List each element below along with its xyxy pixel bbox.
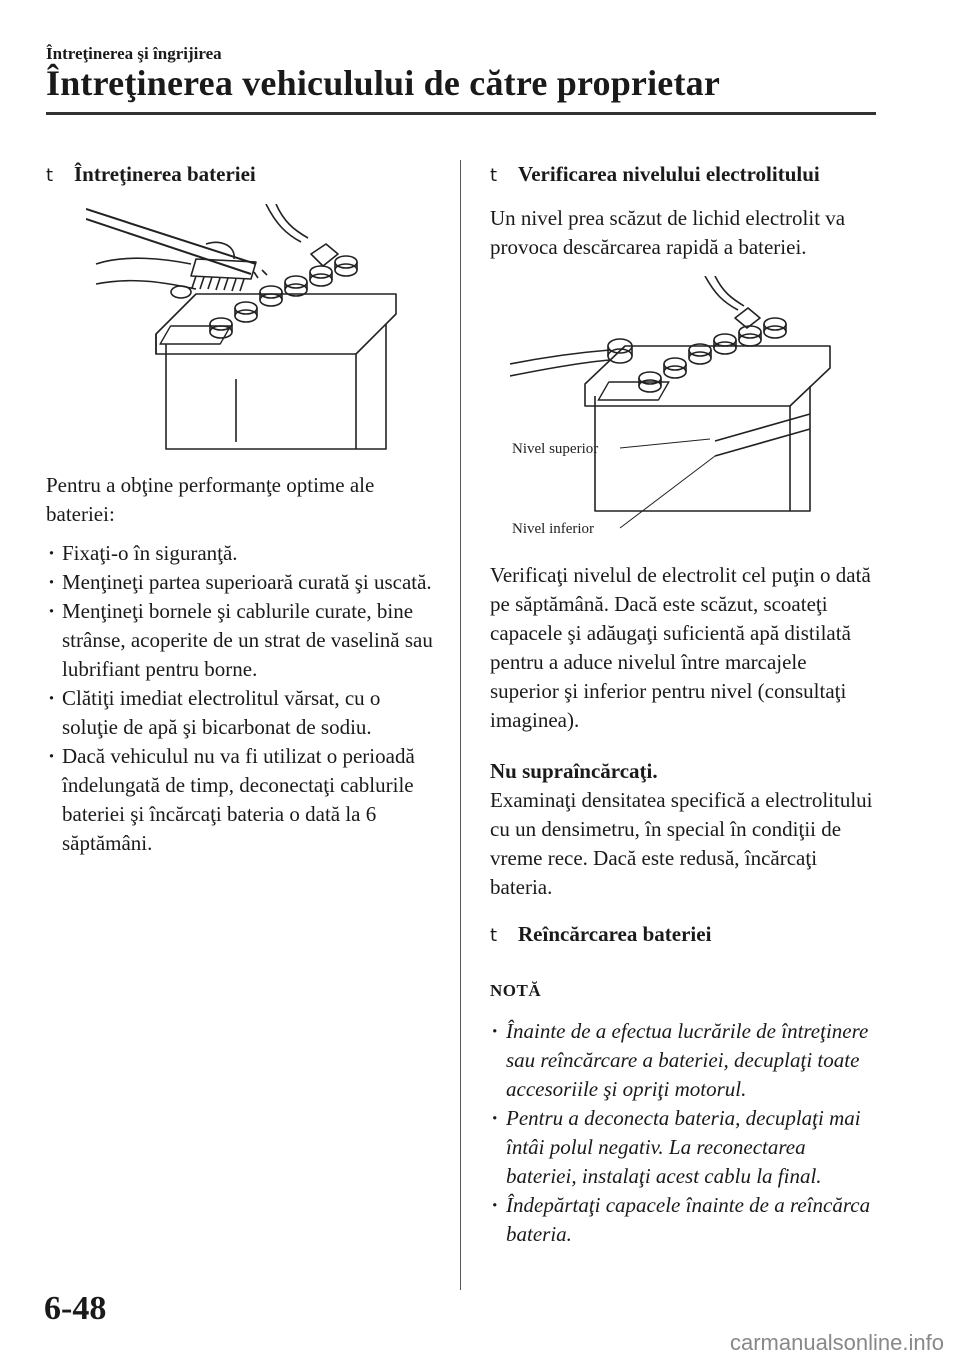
chapter-title: Întreţinerea şi îngrijirea bbox=[46, 44, 222, 63]
left-column bbox=[46, 160, 436, 858]
header-rule bbox=[46, 112, 876, 115]
section-heading-battery-maintenance bbox=[46, 160, 436, 190]
page-number: 6-48 bbox=[44, 1290, 107, 1327]
right-column bbox=[490, 160, 880, 1249]
section-marker-icon: t bbox=[490, 165, 498, 186]
column-divider bbox=[460, 160, 461, 1290]
section-heading-electrolyte-level bbox=[490, 160, 880, 190]
battery-brush-illustration bbox=[86, 204, 426, 459]
section-title: Întreţinerea bateriei bbox=[74, 162, 256, 186]
intro-text: Pentru a obţine performanţe optime ale bateriei: bbox=[46, 473, 375, 526]
list-item: · Clătiţi imediat electrolitul vărsat, cu o soluţie de apă şi bicarbonat de sodiu. bbox=[46, 684, 436, 742]
note-label: NOTĂ bbox=[490, 981, 542, 1000]
page-title: Întreţinerea vehiculului de către proprietar bbox=[46, 63, 721, 103]
list-item: · Dacă vehiculul nu va fi utilizat o perioadă îndelungată de timp, deconectaţi cablurile bateriei şi încărcaţi bateria o dată la 6 săptămâni. bbox=[46, 742, 436, 858]
electrolyte-check-text: Verificaţi nivelul de electrolit cel puţin o dată pe săptămână. Dacă este scăzut, scoateţi capacele şi adăugaţi suficientă apă distilată pentru a aduce nivelul între marcajele superior şi inferior pentru nivel (consultaţi imaginea). bbox=[490, 563, 871, 732]
watermark: carmanualsonline.info bbox=[729, 1330, 944, 1355]
electrolyte-warning-text: Un nivel prea scăzut de lichid electrolit va provoca descărcarea rapidă a bateriei. bbox=[490, 206, 846, 259]
lower-level-label: Nivel inferior bbox=[512, 521, 595, 537]
section-heading-recharging bbox=[490, 920, 880, 950]
list-item: · Fixaţi-o în siguranţă. bbox=[46, 539, 436, 568]
list-item: · Înainte de a efectua lucrările de întreţinere sau reîncărcare a bateriei, decuplaţi toate accesoriile şi opriţi motorul. bbox=[490, 1017, 880, 1104]
overcharge-warning-title: Nu supraîncărcaţi. bbox=[490, 759, 658, 783]
maintenance-bullets bbox=[46, 539, 436, 858]
upper-level-label: Nivel superior bbox=[512, 441, 599, 457]
section-title: Verificarea nivelului electrolitului bbox=[518, 162, 820, 186]
electrolyte-level-figure bbox=[510, 276, 880, 551]
section-marker-icon: t bbox=[490, 925, 498, 946]
battery-cleaning-figure bbox=[86, 204, 436, 459]
battery-level-illustration bbox=[510, 276, 870, 551]
list-item: · Îndepărtaţi capacele înainte de a reîncărca bateria. bbox=[490, 1191, 880, 1249]
section-marker-icon: t bbox=[46, 165, 54, 186]
list-item: · Menţineţi bornele şi cablurile curate, bine strânse, acoperite de un strat de vaselină sau lubrifiant pentru borne. bbox=[46, 597, 436, 684]
note-bullets bbox=[490, 1017, 880, 1249]
list-item: · Pentru a deconecta bateria, decuplaţi mai întâi polul negativ. La reconectarea bateriei, instalaţi acest cablu la final. bbox=[490, 1104, 880, 1191]
overcharge-warning-text: Examinaţi densitatea specifică a electrolitului cu un densimetru, în special în condiţii de vreme rece. Dacă este redusă, încărcaţi bateria. bbox=[490, 788, 873, 899]
section-title: Reîncărcarea bateriei bbox=[518, 922, 712, 946]
list-item: · Menţineţi partea superioară curată şi uscată. bbox=[46, 568, 436, 597]
